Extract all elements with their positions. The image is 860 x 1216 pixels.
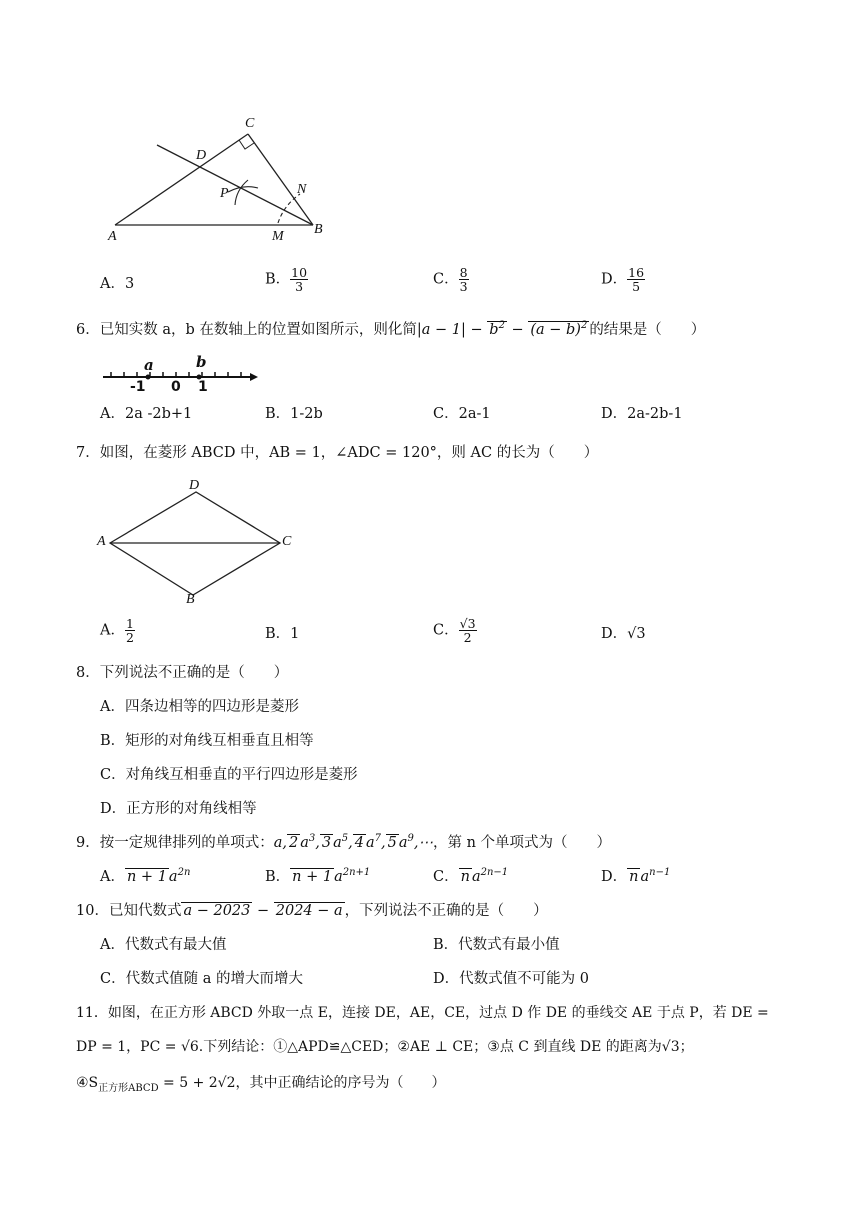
q6-option-c[interactable]: C．2a-1 xyxy=(433,406,491,422)
q7-option-c[interactable]: C． $\frac{√3}{2}$ xyxy=(433,616,476,645)
label-b: B xyxy=(314,222,323,237)
q5-option-c[interactable]: C． $\frac{8}{3}$ xyxy=(433,265,468,294)
q11-line-3: $④S_{正方形ABCD} = 5 + 2√2$，其中正确结论的序号为（ ） xyxy=(76,1075,446,1094)
label-d: D xyxy=(196,148,207,163)
label-c: C xyxy=(245,116,255,131)
label-m: M xyxy=(272,229,284,244)
q6-option-b[interactable]: B．1-2b xyxy=(265,406,323,422)
q7-option-d[interactable]: D．√3 xyxy=(601,626,646,642)
label-n: N xyxy=(297,182,307,197)
q8-option-a[interactable]: A．四条边相等的四边形是菱形 xyxy=(100,699,299,715)
q6-option-a[interactable]: A．2a -2b+1 xyxy=(100,406,193,422)
q10-option-d[interactable]: D．代数式值不可能为 0 xyxy=(433,971,589,987)
q7-option-a[interactable]: A． $\frac{1}{2}$ xyxy=(100,616,134,645)
q11-line-1: 11．如图，在正方形 ABCD 外取一点 E，连接 DE，AE，CE，过点 D 作 DE 的垂线交 AE 于点 P，若 DE = xyxy=(76,1005,769,1021)
q5-option-b[interactable]: B． $\frac{10}{3}$ xyxy=(265,265,308,294)
q9-stem: 9．按一定规律排列的单项式：a, 2 $a^3$, 3 $a^5$, 4 $a^7$, 5 $a^9,\cdots$，第 n 个单项式为（ ） xyxy=(76,833,612,851)
q10-option-b[interactable]: B．代数式有最小值 xyxy=(433,937,560,953)
q8-option-b[interactable]: B．矩形的对角线互相垂直且相等 xyxy=(100,733,314,749)
q8-stem: 8．下列说法不正确的是（ ） xyxy=(76,665,289,681)
fraction: $\frac{8}{3}$ xyxy=(459,265,468,294)
q9-option-b[interactable]: B． n + 1 $a^{2n+1}$ xyxy=(265,867,371,885)
q7-stem: 7．如图，在菱形 ABCD 中，AB = 1，∠ADC = 120°，则 AC 的长为（ ） xyxy=(76,445,599,461)
fraction: $\frac{10}{3}$ xyxy=(291,265,308,294)
q6-stem: 6．已知实数 a，b 在数轴上的位置如图所示，则化简$|a - 1| - b^2 - (a - b)^2$ 的结果是（ ） xyxy=(76,320,706,338)
fraction: $\frac{16}{5}$ xyxy=(628,265,645,294)
q5-option-d[interactable]: D． $\frac{16}{5}$ xyxy=(601,265,645,294)
q6-option-d[interactable]: D．2a-2b-1 xyxy=(601,406,683,422)
q8-option-d[interactable]: D．正方形的对角线相等 xyxy=(100,801,257,817)
q9-option-d[interactable]: D． n $a^{n-1}$ xyxy=(601,867,671,885)
q10-option-a[interactable]: A．代数式有最大值 xyxy=(100,937,227,953)
label-a: A xyxy=(108,229,117,244)
label-p: P xyxy=(220,186,229,201)
q9-option-c[interactable]: C． n $a^{2n-1}$ xyxy=(433,867,509,885)
q7-option-b[interactable]: B．1 xyxy=(265,626,300,642)
triangle-diagram xyxy=(0,0,860,260)
q11-line-2: DP = 1，PC = √6.下列结论：①△APD≌△CED；②AE ⊥ CE；③点 C 到直线 DE 的距离为√3； xyxy=(76,1039,694,1055)
q9-option-a[interactable]: A． n + 1 $a^{2n}$ xyxy=(100,867,191,885)
q10-option-c[interactable]: C．代数式值随 a 的增大而增大 xyxy=(100,971,303,987)
q5-option-a[interactable]: A．3 xyxy=(100,276,135,292)
q10-stem: 10．已知代数式 a − 2023 − 2024 − a ，下列说法不正确的是（ ） xyxy=(76,903,548,919)
q8-option-c[interactable]: C．对角线互相垂直的平行四边形是菱形 xyxy=(100,767,358,783)
